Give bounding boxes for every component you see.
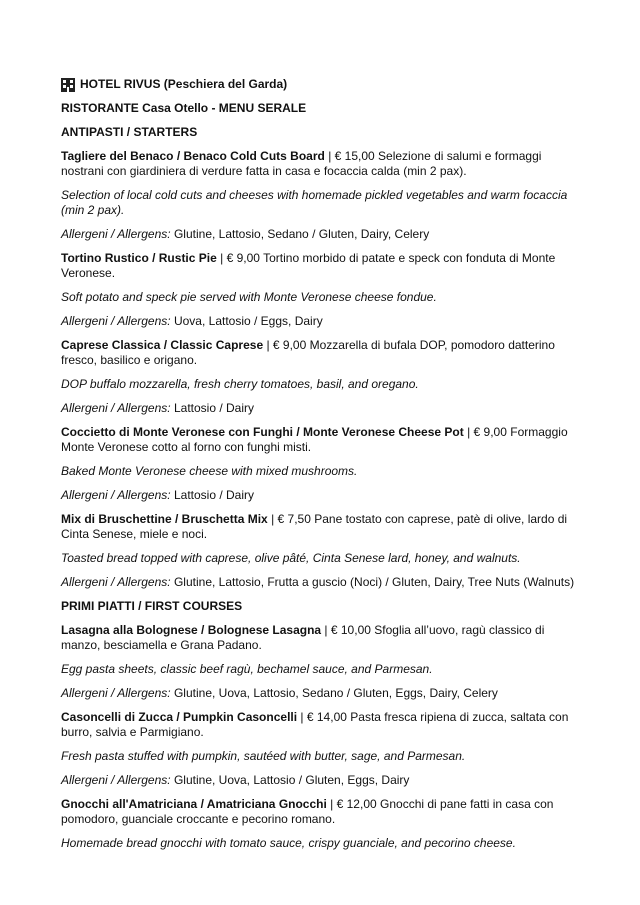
dish-name: Gnocchi all'Amatriciana / Amatriciana Gnocchi [61,797,327,811]
dish-description-it: Formaggio Monte Veronese cotto al forno con funghi misti. [61,425,568,454]
allergens-values: Lattosio / Dairy [173,401,255,415]
dish-line [61,512,581,542]
allergens-values: Glutine, Lattosio, Frutta a guscio (Noci) / Gluten, Dairy, Tree Nuts (Walnuts) [173,575,575,589]
dish-description-it: Mozzarella di bufala DOP, pomodoro datterino fresco, basilico e origano. [61,338,555,367]
dish-description-it: Tortino morbido di patate e speck con fonduta di Monte Veronese. [61,251,556,280]
dish-line [61,710,581,740]
allergens-label: Allergeni / Allergens: [61,575,171,589]
dish-name: Tortino Rustico / Rustic Pie [61,251,217,265]
dish-description-en: DOP buffalo mozzarella, fresh cherry tomatoes, basil, and oregano. [61,377,419,391]
allergens-label: Allergeni / Allergens: [61,314,171,328]
dish-line [61,251,581,281]
dish-description-en: Homemade bread gnocchi with tomato sauce, crispy guanciale, and pecorino cheese. [61,836,516,850]
allergens-values: Glutine, Uova, Lattosio / Gluten, Eggs, Dairy [173,773,410,787]
dish-description-en: Fresh pasta stuffed with pumpkin, sautéed with butter, sage, and Parmesan. [61,749,466,763]
section-title: ANTIPASTI / STARTERS [61,125,198,139]
allergens-line [61,488,581,503]
allergens-label: Allergeni / Allergens: [61,401,171,415]
dish-price: | € 12,00 [330,797,377,811]
allergens-line [61,314,581,329]
dish-description-en: Toasted bread topped with caprese, olive pâté, Cinta Senese lard, honey, and walnuts. [61,551,521,565]
allergens-label: Allergeni / Allergens: [61,686,171,700]
dish-description-en: Soft potato and speck pie served with Monte Veronese cheese fondue. [61,290,437,304]
allergens-line [61,575,581,590]
allergens-values: Glutine, Uova, Lattosio, Sedano / Gluten, Eggs, Dairy, Celery [173,686,498,700]
allergens-line [61,227,581,242]
dish-line [61,623,581,653]
dish-price: | € 7,50 [271,512,311,526]
hotel-name: HOTEL RIVUS (Peschiera del Garda) [80,77,288,91]
dish-name: Tagliere del Benaco / Benaco Cold Cuts Board [61,149,325,163]
allergens-label: Allergeni / Allergens: [61,773,171,787]
allergens-line [61,686,581,701]
dish-description-it: Pane tostato con caprese, patè di olive, lardo di Cinta Senese, miele e noci. [61,512,568,541]
dish-price: | € 9,00 [467,425,507,439]
allergens-values: Uova, Lattosio / Eggs, Dairy [173,314,323,328]
dish-line [61,425,581,455]
dish-description-en: Baked Monte Veronese cheese with mixed mushrooms. [61,464,358,478]
dish-description-it: Sfoglia all’uovo, ragù classico di manzo, besciamella e Grana Padano. [61,623,545,652]
dish-price: | € 10,00 [324,623,371,637]
hotel-icon [61,78,75,92]
dish-name: Mix di Bruschettine / Bruschetta Mix [61,512,268,526]
menu-document [61,77,581,860]
dish-price: | € 14,00 [300,710,347,724]
dish-description-en: Selection of local cold cuts and cheeses with homemade pickled vegetables and warm focaccia (min 2 pax). [61,188,568,217]
restaurant-title: RISTORANTE Casa Otello - MENU SERALE [61,101,307,115]
allergens-label: Allergeni / Allergens: [61,488,171,502]
dish-price: | € 15,00 [328,149,375,163]
allergens-values: Glutine, Lattosio, Sedano / Gluten, Dairy, Celery [173,227,430,241]
hotel-header [61,77,581,92]
dish-line [61,338,581,368]
allergens-label: Allergeni / Allergens: [61,227,171,241]
allergens-line [61,773,581,788]
dish-description-it: Gnocchi di pane fatti in casa con pomodoro, guanciale croccante e pecorino romano. [61,797,554,826]
dish-line [61,797,581,827]
dish-description-it: Selezione di salumi e formaggi nostrani con giardiniera di verdure fatta in casa e focaccia calda (min 2 pax). [61,149,542,178]
menu-sections [61,125,581,851]
allergens-values: Lattosio / Dairy [173,488,255,502]
dish-description-it: Pasta fresca ripiena di zucca, saltata con burro, salvia e Parmigiano. [61,710,569,739]
dish-price: | € 9,00 [266,338,307,352]
dish-name: Lasagna alla Bolognese / Bolognese Lasagna [61,623,322,637]
dish-name: Casoncelli di Zucca / Pumpkin Casoncelli [61,710,298,724]
dish-description-en: Egg pasta sheets, classic beef ragù, bechamel sauce, and Parmesan. [61,662,433,676]
allergens-line [61,401,581,416]
dish-price: | € 9,00 [220,251,260,265]
section-title: PRIMI PIATTI / FIRST COURSES [61,599,243,613]
dish-name: Caprese Classica / Classic Caprese [61,338,264,352]
dish-line [61,149,581,179]
dish-name: Coccietto di Monte Veronese con Funghi / Monte Veronese Cheese Pot [61,425,464,439]
